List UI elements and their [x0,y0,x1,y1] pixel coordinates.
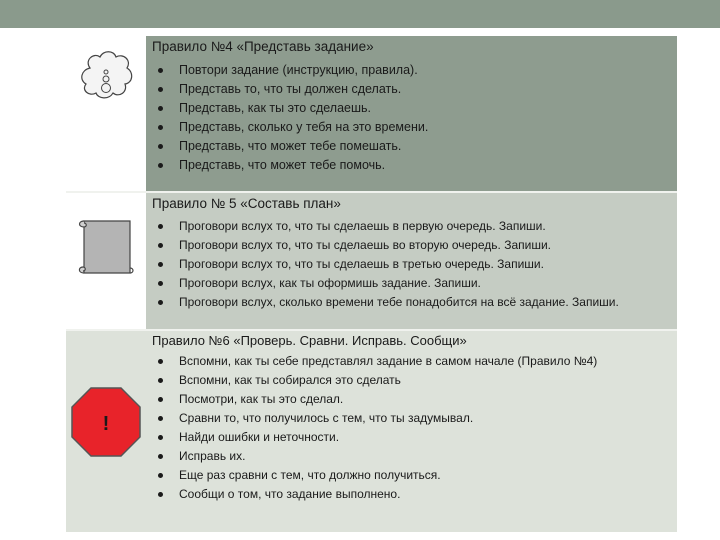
row-divider [66,191,677,193]
stop-sign-label: ! [102,413,110,435]
list-item: Вспомни, как ты собирался это сделать [152,371,672,390]
bullet-icon [158,473,163,478]
rule-4 [152,38,672,175]
bullet-icon [158,144,163,149]
bullet-icon [158,397,163,402]
bullet-icon [158,125,163,130]
bullet-icon [158,378,163,383]
top-bar [0,0,720,28]
bullet-icon [158,359,163,364]
rule-5 [152,195,672,312]
bullet-icon [158,163,163,168]
list-item: Сообщи о том, что задание выполнено. [152,485,672,504]
scroll-icon [74,217,136,279]
bullet-icon [158,435,163,440]
bullet-icon [158,68,163,73]
bullet-icon [158,262,163,267]
bullet-icon [158,281,163,286]
list-item: Найди ошибки и неточности. [152,428,672,447]
bullet-icon [158,224,163,229]
stop-sign-icon [69,385,143,459]
list-item: Повтори задание (инструкцию, правила). [152,61,672,80]
rule-6-list [152,352,672,504]
bullet-icon [158,106,163,111]
thought-bubble-icon [76,46,138,108]
list-item: Проговори вслух, сколько времени тебе понадобится на всё задание. Запиши. [152,293,649,312]
list-item: Проговори вслух то, что ты сделаешь в первую очередь. Запиши. [152,217,672,236]
rule-6-title: Правило №6 «Проверь. Сравни. Исправь. Сообщи» [152,333,467,348]
bullet-icon [158,87,163,92]
list-item: Еще раз сравни с тем, что должно получиться. [152,466,672,485]
list-item: Посмотри, как ты это сделал. [152,390,672,409]
bullet-icon [158,454,163,459]
list-item: Представь, что может тебе помочь. [152,156,672,175]
bullet-icon [158,243,163,248]
rule-6 [152,332,672,504]
list-item: Представь, как ты это сделаешь. [152,99,672,118]
list-item: Сравни то, что получилось с тем, что ты задумывал. [152,409,672,428]
rule-4-list [152,61,672,175]
list-item: Проговори вслух то, что ты сделаешь во вторую очередь. Запиши. [152,236,672,255]
list-item: Представь, сколько у тебя на это времени. [152,118,672,137]
rule-5-list [152,217,672,312]
bullet-icon [158,416,163,421]
list-item: Представь то, что ты должен сделать. [152,80,672,99]
rule-5-title: Правило № 5 «Составь план» [152,196,341,211]
bullet-icon [158,492,163,497]
list-item: Представь, что может тебе помешать. [152,137,672,156]
bullet-icon [158,300,163,305]
list-item: Проговори вслух, как ты оформишь задание. Запиши. [152,274,672,293]
list-item: Исправь их. [152,447,672,466]
list-item: Вспомни, как ты себе представлял задание в самом начале (Правило №4) [152,352,672,371]
rule-4-title: Правило №4 «Представь задание» [152,39,374,54]
list-item: Проговори вслух то, что ты сделаешь в третью очередь. Запиши. [152,255,672,274]
row-divider [66,329,677,331]
rules-table [66,36,677,532]
